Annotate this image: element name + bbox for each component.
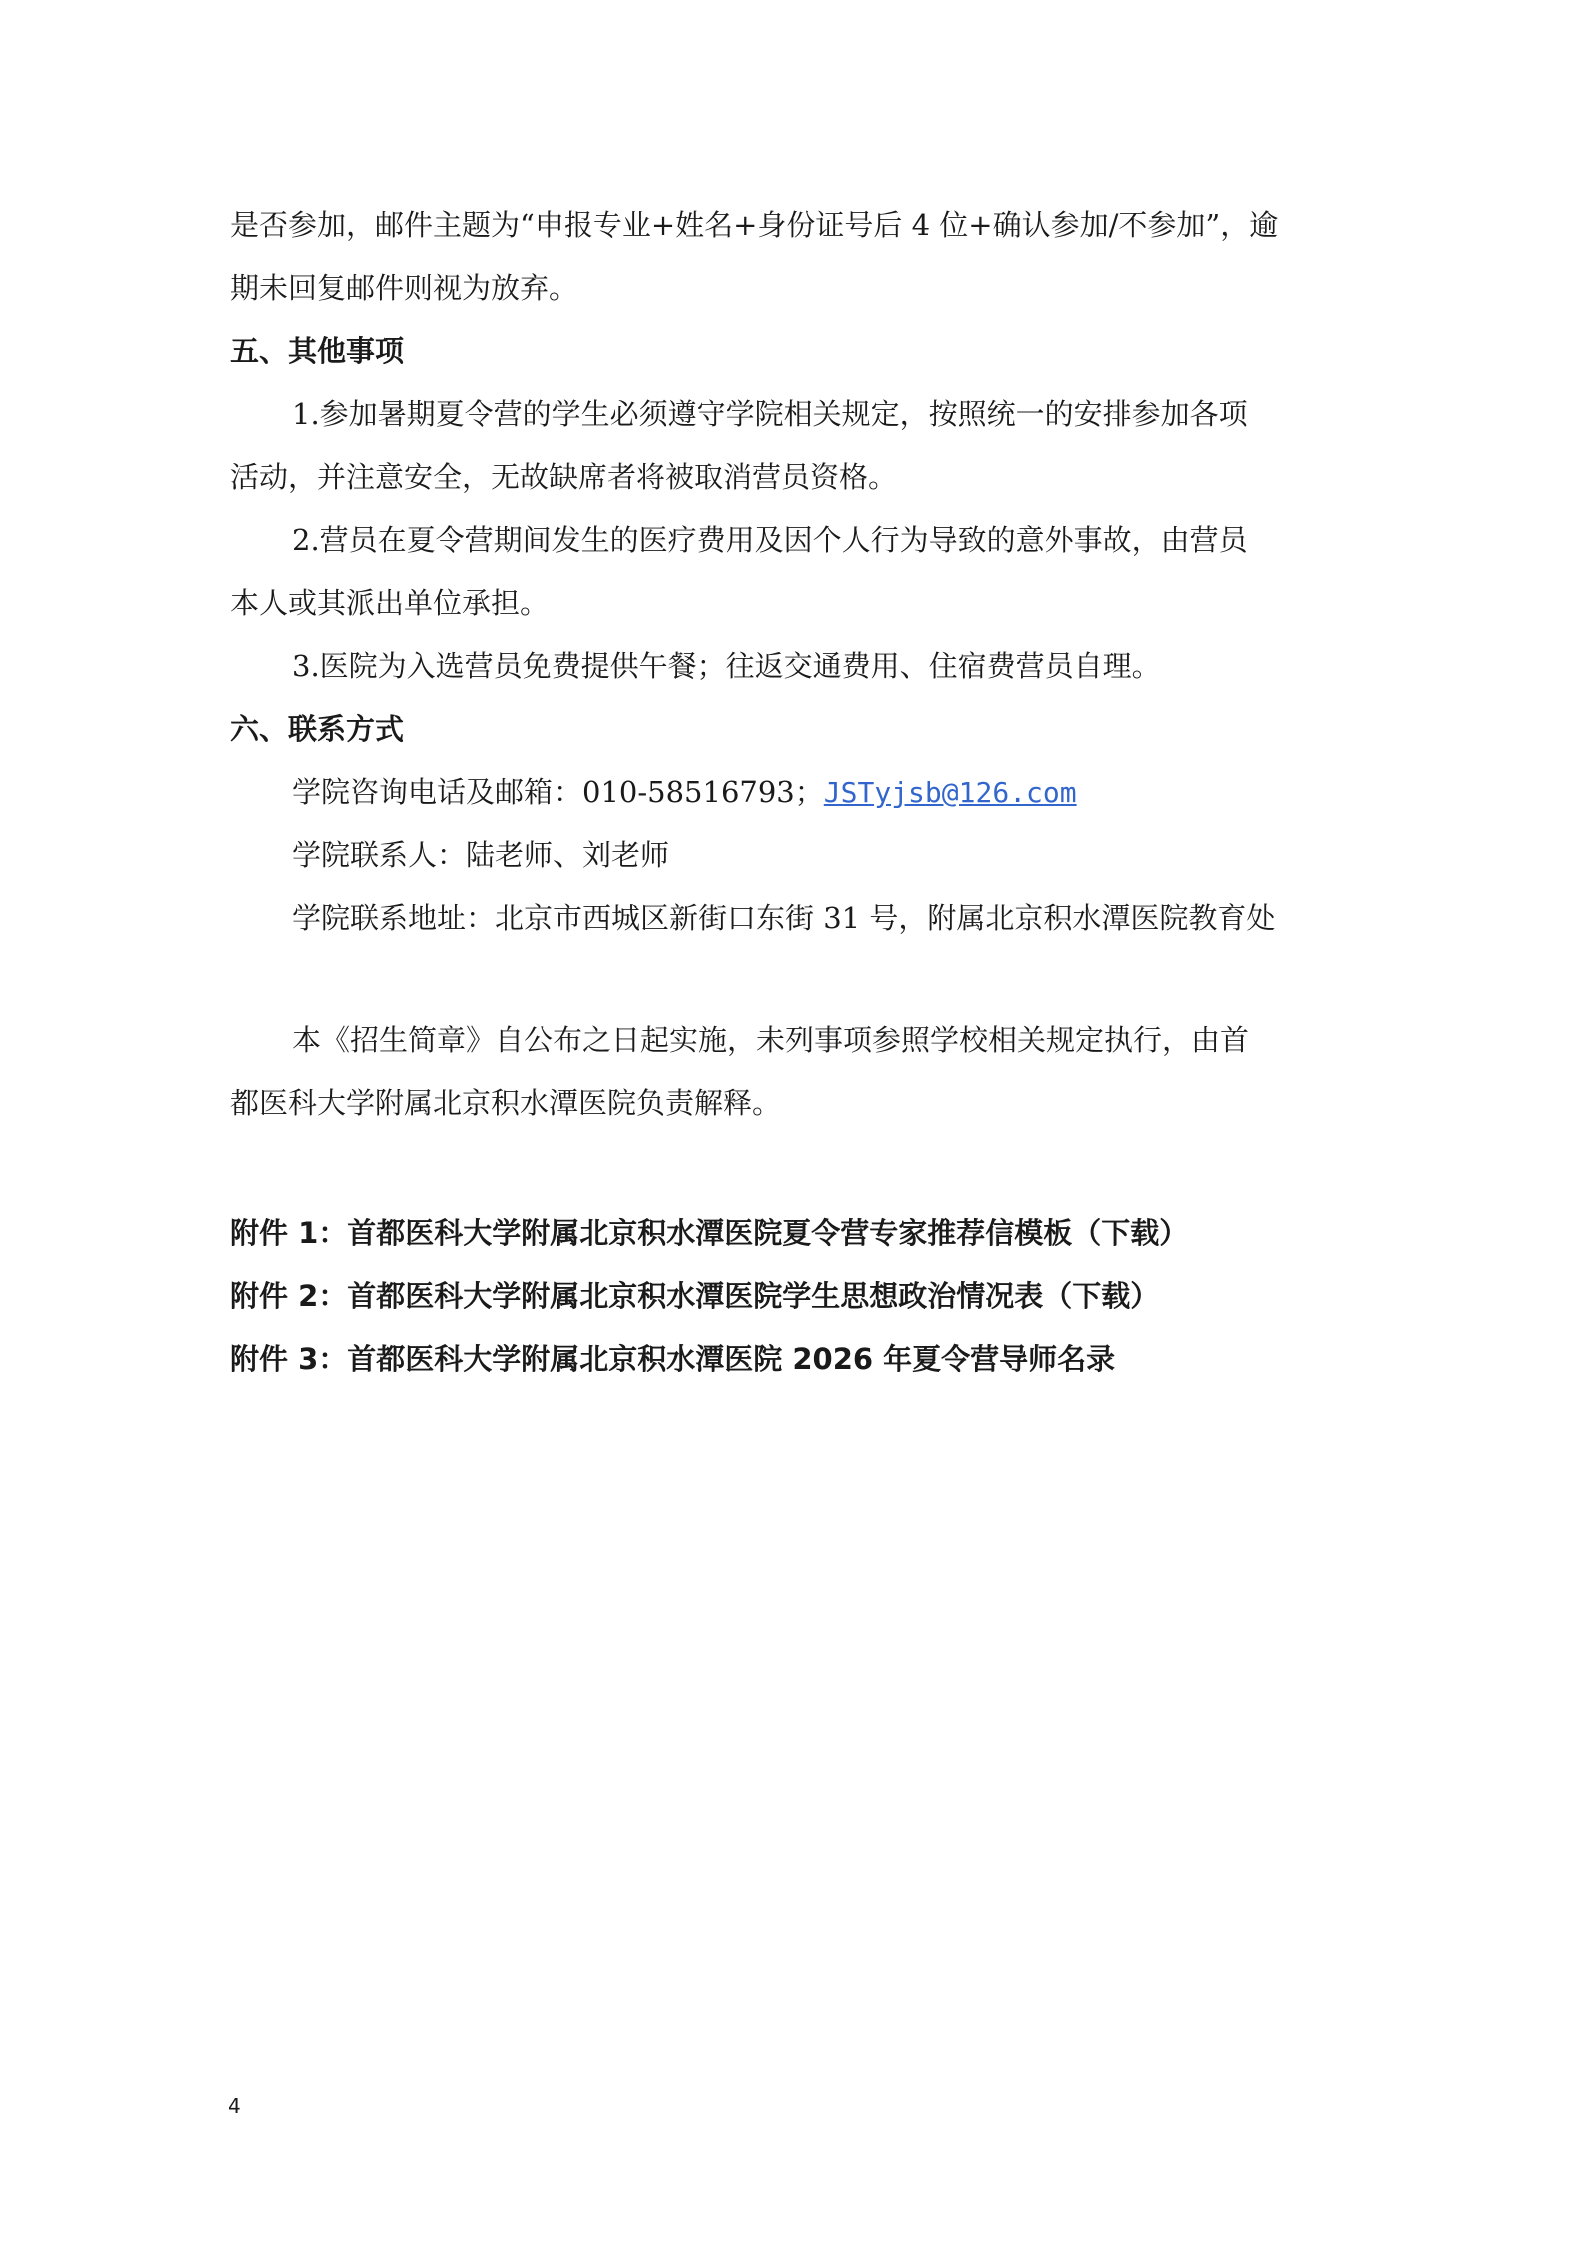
contact-phone-email-line: [292, 772, 1077, 812]
section-heading-other-matters: 五、其他事项: [230, 334, 405, 368]
contact-person-line: 学院联系人：陆老师、刘老师: [292, 838, 670, 872]
attachment-3-title: 附件 3：首都医科大学附属北京积水潭医院 2026 年夏令营导师名录: [230, 1342, 1116, 1376]
contact-address-line: 学院联系地址：北京市西城区新街口东街 31 号，附属北京积水潭医院教育处: [292, 901, 1276, 935]
attachment-1-link[interactable]: 附件 1：首都医科大学附属北京积水潭医院夏令营专家推荐信模板（下载）: [230, 1216, 1189, 1250]
paragraph-line: 是否参加，邮件主题为“申报专业+姓名+身份证号后 4 位+确认参加/不参加”，逾: [230, 208, 1279, 242]
paragraph-line: 期未回复邮件则视为放弃。: [230, 271, 579, 305]
attachment-2-link[interactable]: 附件 2：首都医科大学附属北京积水潭医院学生思想政治情况表（下载）: [230, 1279, 1160, 1313]
list-item-text: 3.医院为入选营员免费提供午餐；往返交通费用、住宿费营员自理。: [292, 649, 1161, 683]
list-item-text: 活动，并注意安全，无故缺席者将被取消营员资格。: [230, 460, 898, 494]
closing-paragraph-line: 都医科大学附属北京积水潭医院负责解释。: [230, 1086, 782, 1120]
closing-paragraph-line: 本《招生简章》自公布之日起实施，未列事项参照学校相关规定执行，由首: [292, 1023, 1250, 1057]
list-item-text: 本人或其派出单位承担。: [230, 586, 550, 620]
list-item-text: 1.参加暑期夏令营的学生必须遵守学院相关规定，按照统一的安排参加各项: [292, 397, 1248, 431]
list-item-text: 2.营员在夏令营期间发生的医疗费用及因个人行为导致的意外事故，由营员: [292, 523, 1248, 557]
page-number: 4: [228, 2094, 241, 2118]
contact-email-link[interactable]: JSTyjsb@126.com: [823, 776, 1077, 809]
section-heading-contact: 六、联系方式: [230, 712, 405, 746]
contact-phone-label: 学院咨询电话及邮箱：010-58516793；: [292, 775, 824, 809]
